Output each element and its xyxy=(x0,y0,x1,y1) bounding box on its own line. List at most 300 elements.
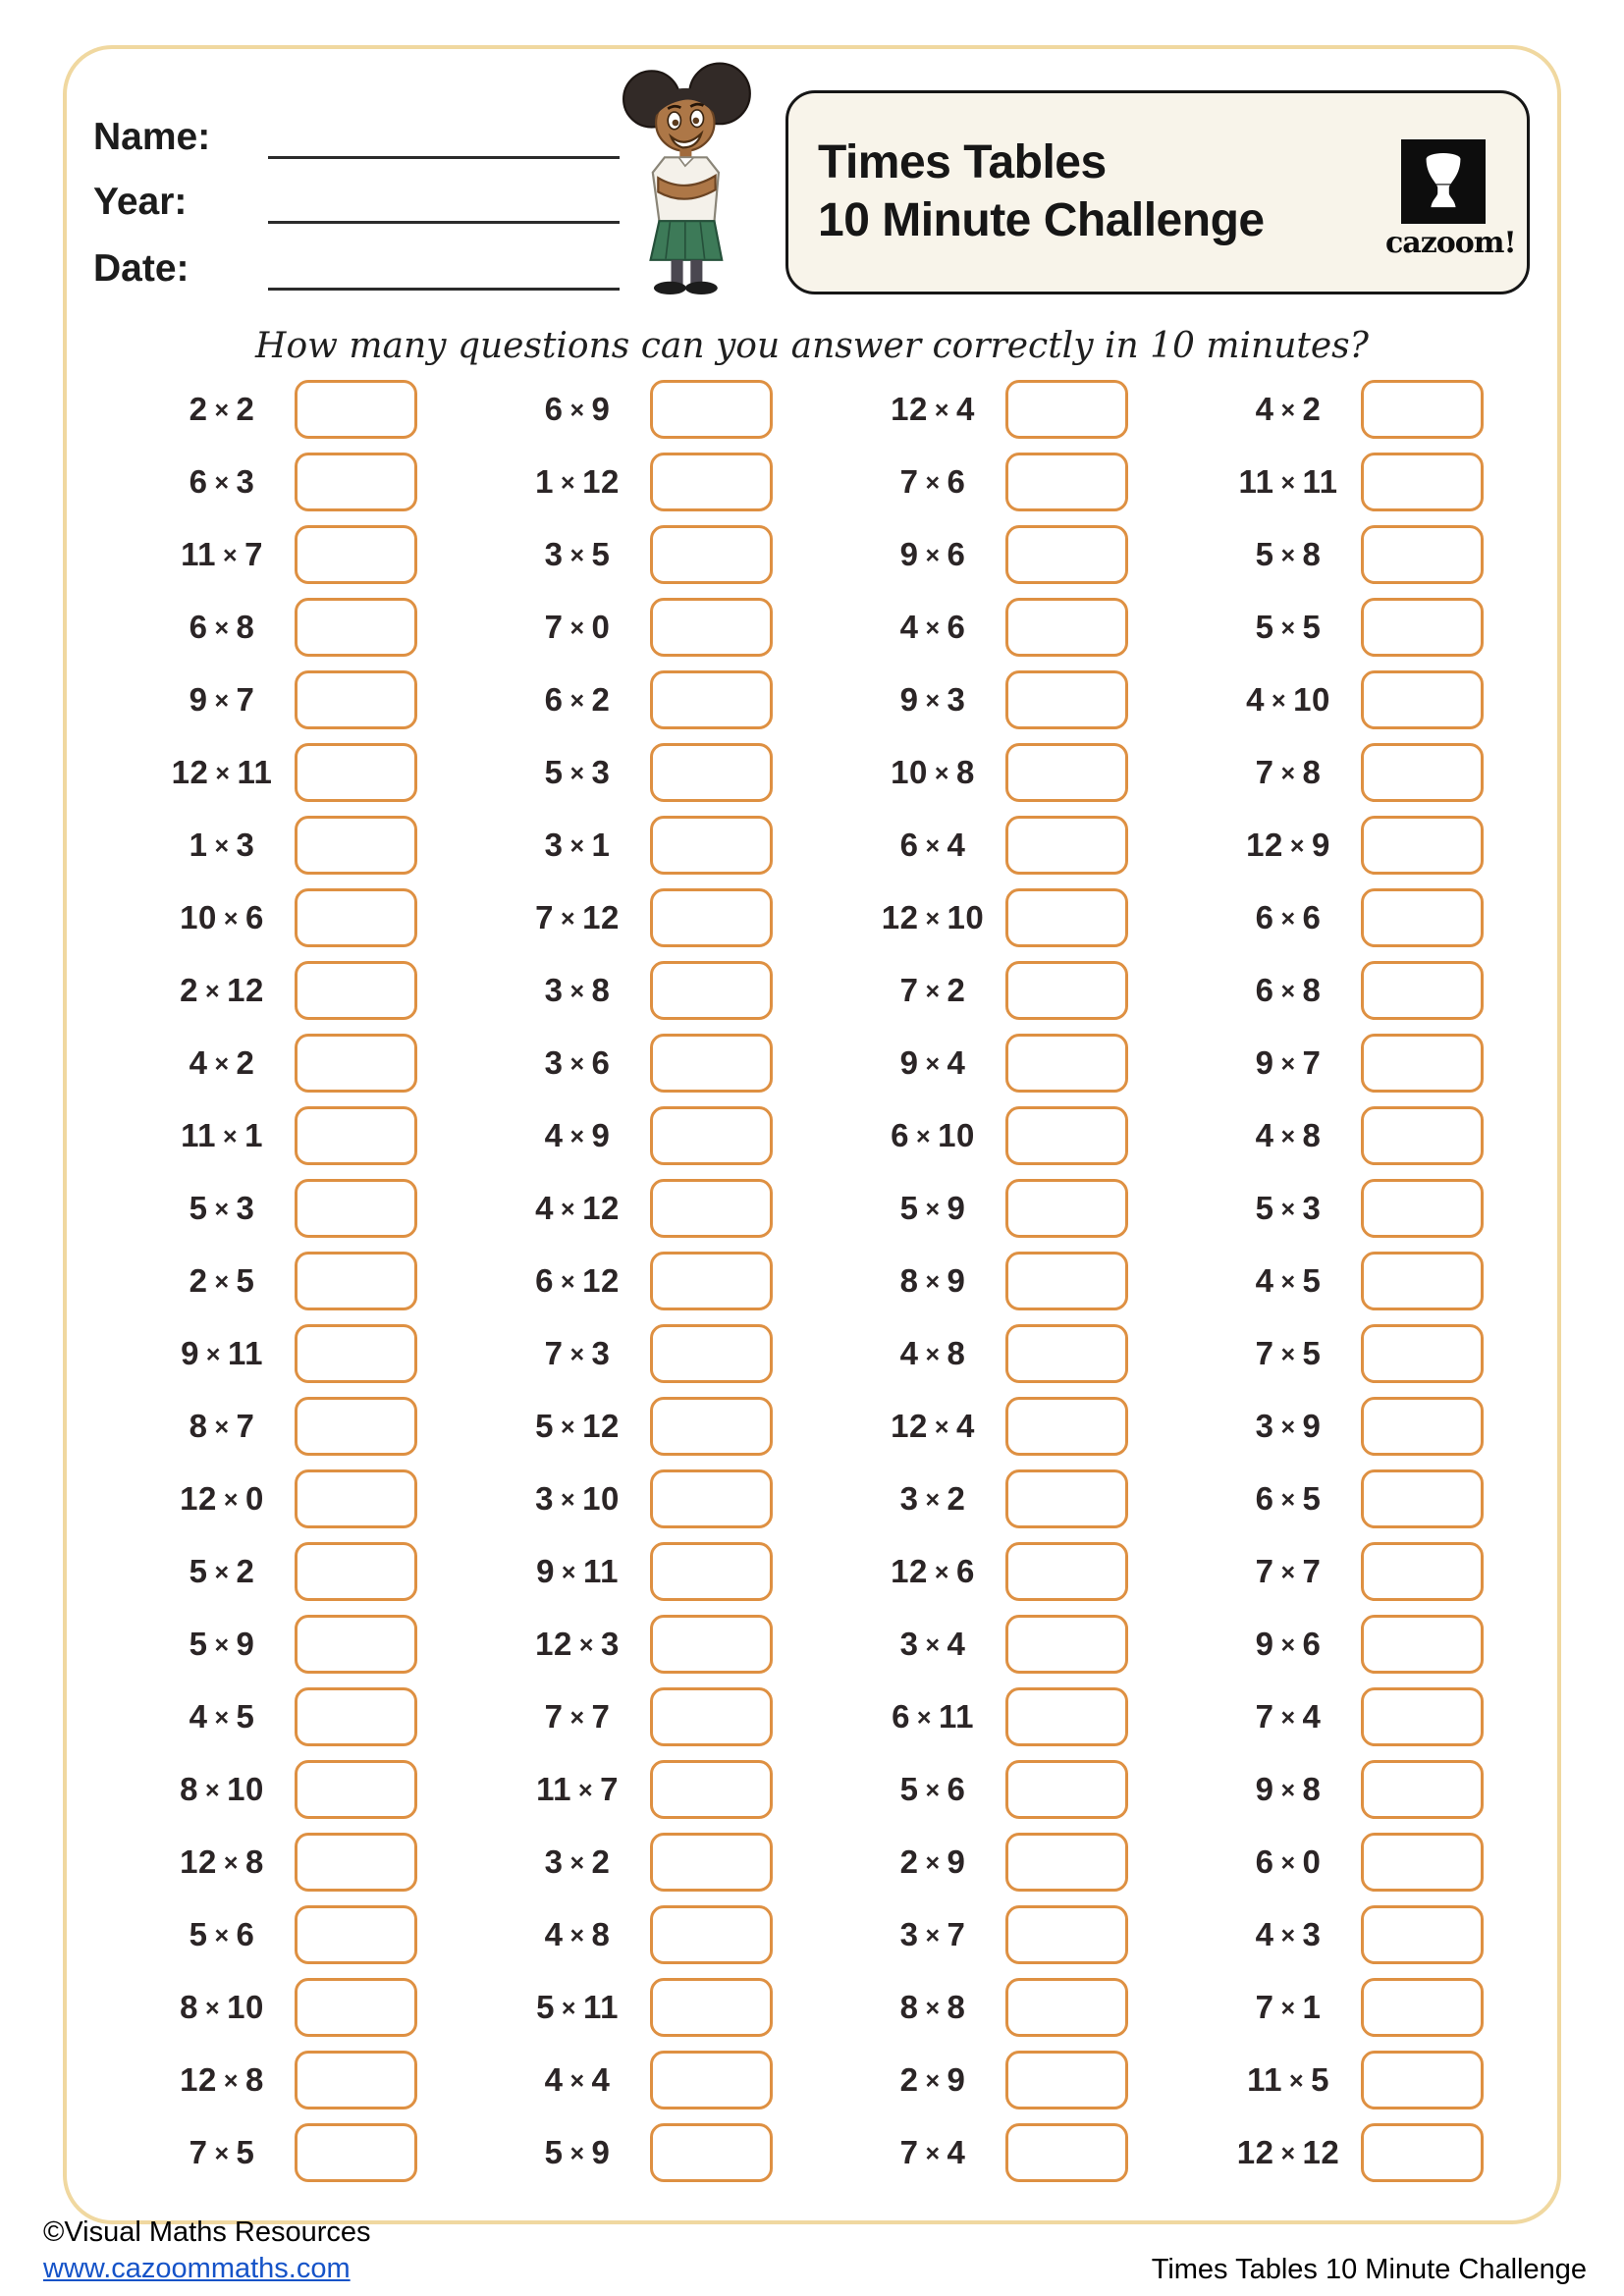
answer-box[interactable] xyxy=(1361,1978,1484,2037)
answer-box[interactable] xyxy=(1005,1469,1128,1528)
question-text: 10 × 6 xyxy=(180,899,264,935)
multiply-sign: × xyxy=(215,760,231,787)
multiply-sign: × xyxy=(561,1486,576,1514)
question-row xyxy=(505,1027,860,1099)
question-row xyxy=(505,1463,860,1535)
answer-box[interactable] xyxy=(295,1905,417,1964)
question-row xyxy=(1216,2116,1571,2189)
answer-box[interactable] xyxy=(650,2051,773,2109)
question-text: 4 × 5 xyxy=(1255,1262,1322,1299)
question-text: 7 × 12 xyxy=(535,899,620,935)
multiply-sign: × xyxy=(214,1414,230,1441)
question-text: 9 × 11 xyxy=(181,1335,263,1371)
answer-box[interactable] xyxy=(295,525,417,584)
answer-box[interactable] xyxy=(1005,1905,1128,1964)
answer-box[interactable] xyxy=(650,670,773,729)
copyright-text: ©Visual Maths Resources xyxy=(43,2216,371,2248)
year-input-line[interactable] xyxy=(268,180,620,224)
answer-box[interactable] xyxy=(1361,1324,1484,1383)
answer-box[interactable] xyxy=(295,670,417,729)
answer-box[interactable] xyxy=(1361,1252,1484,1310)
question-row xyxy=(505,1753,860,1826)
question-row xyxy=(149,1027,505,1099)
answer-box[interactable] xyxy=(1005,525,1128,584)
question-text: 11 × 1 xyxy=(181,1117,263,1153)
question-row xyxy=(149,1971,505,2044)
name-label: Name: xyxy=(93,116,211,159)
question-row xyxy=(1216,881,1571,954)
answer-box[interactable] xyxy=(650,1179,773,1238)
answer-box[interactable] xyxy=(295,961,417,1020)
multiply-sign: × xyxy=(1280,397,1296,424)
answer-box[interactable] xyxy=(650,1615,773,1674)
question-text: 5 × 12 xyxy=(535,1408,620,1444)
multiply-sign: × xyxy=(223,905,239,933)
question-row xyxy=(505,1245,860,1317)
question-text: 5 × 9 xyxy=(899,1190,966,1226)
multiply-sign: × xyxy=(223,1849,239,1877)
name-input-line[interactable] xyxy=(268,115,620,159)
question-text: 3 × 2 xyxy=(544,1843,611,1880)
drum-icon xyxy=(1401,139,1486,224)
question-row xyxy=(505,1099,860,1172)
multiply-sign: × xyxy=(561,1995,577,2022)
answer-box[interactable] xyxy=(1005,1324,1128,1383)
question-row xyxy=(860,1608,1216,1681)
question-row xyxy=(1216,954,1571,1027)
question-text: 8 × 7 xyxy=(189,1408,255,1444)
answer-box[interactable] xyxy=(1005,816,1128,875)
question-text: 8 × 10 xyxy=(180,1989,264,2025)
question-row xyxy=(149,373,505,446)
multiply-sign: × xyxy=(561,1196,576,1223)
question-row xyxy=(149,736,505,809)
question-text: 6 × 11 xyxy=(892,1698,974,1735)
question-text: 12 × 11 xyxy=(171,754,273,790)
multiply-sign: × xyxy=(569,1123,585,1150)
question-row xyxy=(505,1608,860,1681)
question-row xyxy=(860,1971,1216,2044)
question-text: 7 × 5 xyxy=(189,2134,255,2170)
question-text: 7 × 3 xyxy=(544,1335,611,1371)
question-text: 9 × 3 xyxy=(899,681,966,718)
multiply-sign: × xyxy=(934,760,949,787)
answer-box[interactable] xyxy=(650,1978,773,2037)
answer-box[interactable] xyxy=(1005,888,1128,947)
answer-box[interactable] xyxy=(1005,1179,1128,1238)
question-text: 7 × 2 xyxy=(899,972,966,1008)
question-row xyxy=(860,809,1216,881)
answer-box[interactable] xyxy=(1005,380,1128,439)
question-text: 7 × 4 xyxy=(899,2134,966,2170)
answer-box[interactable] xyxy=(1005,598,1128,657)
answer-box[interactable] xyxy=(650,1905,773,1964)
question-text: 5 × 6 xyxy=(899,1771,966,1807)
question-text: 4 × 8 xyxy=(544,1916,611,1952)
answer-box[interactable] xyxy=(295,1760,417,1819)
title-box xyxy=(785,90,1530,294)
answer-box[interactable] xyxy=(1005,670,1128,729)
question-row xyxy=(1216,809,1571,881)
answer-box[interactable] xyxy=(1005,453,1128,511)
question-row xyxy=(505,1535,860,1608)
answer-box[interactable] xyxy=(295,2123,417,2182)
answer-box[interactable] xyxy=(650,816,773,875)
multiply-sign: × xyxy=(1280,614,1296,642)
answer-box[interactable] xyxy=(1005,961,1128,1020)
question-row xyxy=(1216,1317,1571,1390)
question-row xyxy=(505,809,860,881)
answer-box[interactable] xyxy=(1005,1760,1128,1819)
multiply-sign: × xyxy=(569,1849,585,1877)
question-row xyxy=(149,1681,505,1753)
answer-box[interactable] xyxy=(295,1542,417,1601)
date-input-line[interactable] xyxy=(268,246,620,291)
question-row xyxy=(1216,736,1571,809)
answer-box[interactable] xyxy=(1361,1034,1484,1093)
question-row xyxy=(860,518,1216,591)
question-row xyxy=(149,881,505,954)
question-row xyxy=(505,1172,860,1245)
answer-box[interactable] xyxy=(1005,2123,1128,2182)
question-text: 2 × 9 xyxy=(899,1843,966,1880)
question-row xyxy=(1216,1245,1571,1317)
answer-box[interactable] xyxy=(650,888,773,947)
answer-box[interactable] xyxy=(1361,1615,1484,1674)
question-text: 8 × 8 xyxy=(899,1989,966,2025)
answer-box[interactable] xyxy=(650,743,773,802)
question-text: 12 × 8 xyxy=(180,2061,264,2098)
multiply-sign: × xyxy=(578,1631,594,1659)
answer-box[interactable] xyxy=(1361,1760,1484,1819)
multiply-sign: × xyxy=(214,397,230,424)
question-row xyxy=(1216,664,1571,736)
question-text: 7 × 1 xyxy=(1255,1989,1322,2025)
question-row xyxy=(149,664,505,736)
question-text: 1 × 12 xyxy=(535,463,620,500)
question-text: 7 × 7 xyxy=(1255,1553,1322,1589)
answer-box[interactable] xyxy=(1361,1469,1484,1528)
question-text: 3 × 7 xyxy=(899,1916,966,1952)
multiply-sign: × xyxy=(214,614,230,642)
answer-box[interactable] xyxy=(295,1978,417,2037)
answer-box[interactable] xyxy=(1361,1687,1484,1746)
answer-box[interactable] xyxy=(295,1252,417,1310)
answer-box[interactable] xyxy=(295,1833,417,1892)
answer-box[interactable] xyxy=(295,1106,417,1165)
answer-box[interactable] xyxy=(295,1469,417,1528)
question-row xyxy=(860,446,1216,518)
multiply-sign: × xyxy=(205,1995,221,2022)
question-row xyxy=(1216,446,1571,518)
question-row xyxy=(1216,1463,1571,1535)
answer-box[interactable] xyxy=(1005,1978,1128,2037)
question-text: 3 × 10 xyxy=(535,1480,620,1517)
multiply-sign: × xyxy=(1280,760,1296,787)
answer-box[interactable] xyxy=(1361,816,1484,875)
multiply-sign: × xyxy=(214,687,230,715)
question-row xyxy=(1216,1172,1571,1245)
answer-box[interactable] xyxy=(295,1034,417,1093)
answer-box[interactable] xyxy=(1361,2123,1484,2182)
answer-box[interactable] xyxy=(650,1252,773,1310)
answer-box[interactable] xyxy=(1361,1542,1484,1601)
answer-box[interactable] xyxy=(295,1615,417,1674)
question-text: 9 × 7 xyxy=(189,681,255,718)
answer-box[interactable] xyxy=(650,1542,773,1601)
question-text: 4 × 8 xyxy=(1255,1117,1322,1153)
answer-box[interactable] xyxy=(1361,2051,1484,2109)
question-text: 6 × 10 xyxy=(891,1117,975,1153)
multiply-sign: × xyxy=(569,978,585,1005)
question-row xyxy=(505,954,860,1027)
multiply-sign: × xyxy=(214,1196,230,1223)
question-row xyxy=(149,1172,505,1245)
girl-illustration xyxy=(623,57,752,299)
multiply-sign: × xyxy=(925,1631,941,1659)
question-text: 9 × 6 xyxy=(1255,1626,1322,1662)
answer-box[interactable] xyxy=(650,1034,773,1093)
multiply-sign: × xyxy=(925,1486,941,1514)
multiply-sign: × xyxy=(925,614,941,642)
question-text: 6 × 12 xyxy=(535,1262,620,1299)
answer-box[interactable] xyxy=(1005,1106,1128,1165)
multiply-sign: × xyxy=(1280,1268,1296,1296)
question-text: 4 × 2 xyxy=(1255,391,1322,427)
multiply-sign: × xyxy=(569,1341,585,1368)
answer-box[interactable] xyxy=(1005,1252,1128,1310)
answer-box[interactable] xyxy=(650,1397,773,1456)
footer-title: Times Tables 10 Minute Challenge xyxy=(1151,2254,1587,2285)
question-text: 4 × 10 xyxy=(1246,681,1330,718)
question-text: 5 × 3 xyxy=(189,1190,255,1226)
question-text: 5 × 11 xyxy=(536,1989,619,2025)
multiply-sign: × xyxy=(925,1777,941,1804)
multiply-sign: × xyxy=(1272,687,1287,715)
question-text: 4 × 4 xyxy=(544,2061,611,2098)
question-text: 2 × 5 xyxy=(189,1262,255,1299)
question-row xyxy=(860,2116,1216,2189)
question-row xyxy=(149,1608,505,1681)
question-text: 5 × 9 xyxy=(544,2134,611,2170)
answer-box[interactable] xyxy=(650,2123,773,2182)
multiply-sign: × xyxy=(1289,832,1305,860)
answer-box[interactable] xyxy=(295,1687,417,1746)
answer-box[interactable] xyxy=(1361,1106,1484,1165)
question-row xyxy=(860,1753,1216,1826)
answer-box[interactable] xyxy=(1005,1397,1128,1456)
question-row xyxy=(505,736,860,809)
answer-box[interactable] xyxy=(295,380,417,439)
multiply-sign: × xyxy=(925,1849,941,1877)
question-text: 4 × 5 xyxy=(189,1698,255,1735)
multiply-sign: × xyxy=(925,1196,941,1223)
question-row xyxy=(860,591,1216,664)
answer-box[interactable] xyxy=(1361,1397,1484,1456)
answer-box[interactable] xyxy=(650,1324,773,1383)
multiply-sign: × xyxy=(561,1414,576,1441)
question-row xyxy=(860,1898,1216,1971)
multiply-sign: × xyxy=(925,1268,941,1296)
question-row xyxy=(505,2116,860,2189)
question-row xyxy=(505,2044,860,2116)
answer-box[interactable] xyxy=(650,525,773,584)
question-row xyxy=(505,664,860,736)
multiply-sign: × xyxy=(214,469,230,497)
answer-box[interactable] xyxy=(1361,525,1484,584)
cazoom-logo xyxy=(1385,139,1516,260)
question-row xyxy=(149,518,505,591)
answer-box[interactable] xyxy=(650,1833,773,1892)
question-text: 11 × 5 xyxy=(1247,2061,1329,2098)
answer-box[interactable] xyxy=(650,961,773,1020)
question-text: 7 × 5 xyxy=(1255,1335,1322,1371)
answer-box[interactable] xyxy=(295,888,417,947)
question-text: 3 × 8 xyxy=(544,972,611,1008)
multiply-sign: × xyxy=(1280,1995,1296,2022)
answer-box[interactable] xyxy=(295,1397,417,1456)
answer-box[interactable] xyxy=(650,598,773,657)
question-row xyxy=(860,664,1216,736)
multiply-sign: × xyxy=(1280,1704,1296,1732)
question-text: 6 × 8 xyxy=(1255,972,1322,1008)
question-row xyxy=(149,954,505,1027)
answer-box[interactable] xyxy=(1005,2051,1128,2109)
question-text: 6 × 8 xyxy=(189,609,255,645)
question-row xyxy=(1216,1608,1571,1681)
multiply-sign: × xyxy=(925,687,941,715)
worksheet-title-line1: Times Tables xyxy=(818,136,1107,189)
answer-box[interactable] xyxy=(295,2051,417,2109)
multiply-sign: × xyxy=(1280,1123,1296,1150)
answer-box[interactable] xyxy=(650,380,773,439)
question-text: 5 × 3 xyxy=(1255,1190,1322,1226)
answer-box[interactable] xyxy=(1361,670,1484,729)
answer-box[interactable] xyxy=(295,1179,417,1238)
multiply-sign: × xyxy=(222,1123,239,1150)
question-row xyxy=(860,736,1216,809)
answer-box[interactable] xyxy=(650,453,773,511)
multiply-sign: × xyxy=(223,1486,239,1514)
question-row xyxy=(505,1971,860,2044)
question-text: 12 × 4 xyxy=(891,391,975,427)
multiply-sign: × xyxy=(561,469,576,497)
answer-box[interactable] xyxy=(1361,961,1484,1020)
multiply-sign: × xyxy=(569,1922,585,1949)
question-row xyxy=(505,1826,860,1898)
question-text: 5 × 6 xyxy=(189,1916,255,1952)
answer-box[interactable] xyxy=(1361,1179,1484,1238)
website-link[interactable]: www.cazoommaths.com xyxy=(43,2253,351,2284)
answer-box[interactable] xyxy=(1005,1034,1128,1093)
question-text: 9 × 7 xyxy=(1255,1044,1322,1081)
question-row xyxy=(149,1099,505,1172)
question-row xyxy=(1216,1535,1571,1608)
answer-box[interactable] xyxy=(1361,598,1484,657)
question-row xyxy=(860,1826,1216,1898)
answer-box[interactable] xyxy=(1361,1905,1484,1964)
multiply-sign: × xyxy=(1280,905,1296,933)
question-row xyxy=(149,591,505,664)
multiply-sign: × xyxy=(934,397,949,424)
question-text: 3 × 4 xyxy=(899,1626,966,1662)
multiply-sign: × xyxy=(561,1268,576,1296)
answer-box[interactable] xyxy=(1361,1833,1484,1892)
answer-box[interactable] xyxy=(1361,888,1484,947)
worksheet-title-line2: 10 Minute Challenge xyxy=(818,194,1265,246)
question-text: 7 × 4 xyxy=(1255,1698,1322,1735)
question-row xyxy=(860,1390,1216,1463)
question-row xyxy=(1216,1027,1571,1099)
question-row xyxy=(149,1390,505,1463)
multiply-sign: × xyxy=(1280,1631,1296,1659)
multiply-sign: × xyxy=(214,1704,230,1732)
question-row xyxy=(149,1463,505,1535)
answer-box[interactable] xyxy=(295,743,417,802)
question-text: 4 × 12 xyxy=(535,1190,620,1226)
multiply-sign: × xyxy=(934,1414,949,1441)
multiply-sign: × xyxy=(569,1704,585,1732)
multiply-sign: × xyxy=(214,1050,230,1078)
question-row xyxy=(149,1826,505,1898)
answer-box[interactable] xyxy=(1361,743,1484,802)
answer-box[interactable] xyxy=(295,1324,417,1383)
question-row xyxy=(1216,591,1571,664)
multiply-sign: × xyxy=(1280,1196,1296,1223)
multiply-sign: × xyxy=(934,1559,949,1586)
multiply-sign: × xyxy=(916,1123,932,1150)
question-text: 3 × 9 xyxy=(1255,1408,1322,1444)
answer-box[interactable] xyxy=(650,1469,773,1528)
answer-box[interactable] xyxy=(1005,743,1128,802)
question-row xyxy=(505,373,860,446)
answer-box[interactable] xyxy=(1361,380,1484,439)
question-text: 12 × 3 xyxy=(535,1626,620,1662)
answer-box[interactable] xyxy=(295,598,417,657)
answer-box[interactable] xyxy=(1361,453,1484,511)
multiply-sign: × xyxy=(925,1341,941,1368)
question-text: 7 × 6 xyxy=(899,463,966,500)
questions-grid xyxy=(149,373,1571,2189)
question-text: 11 × 7 xyxy=(181,536,263,572)
answer-box[interactable] xyxy=(650,1687,773,1746)
answer-box[interactable] xyxy=(1005,1687,1128,1746)
answer-box[interactable] xyxy=(650,1106,773,1165)
answer-box[interactable] xyxy=(1005,1833,1128,1892)
question-text: 4 × 3 xyxy=(1255,1916,1322,1952)
multiply-sign: × xyxy=(925,832,941,860)
answer-box[interactable] xyxy=(650,1760,773,1819)
answer-box[interactable] xyxy=(1005,1542,1128,1601)
multiply-sign: × xyxy=(925,905,941,933)
question-row xyxy=(860,1535,1216,1608)
multiply-sign: × xyxy=(925,2140,941,2167)
answer-box[interactable] xyxy=(1005,1615,1128,1674)
answer-box[interactable] xyxy=(295,816,417,875)
question-text: 12 × 4 xyxy=(891,1408,975,1444)
question-text: 6 × 5 xyxy=(1255,1480,1322,1517)
question-text: 5 × 9 xyxy=(189,1626,255,1662)
multiply-sign: × xyxy=(925,978,941,1005)
question-row xyxy=(860,373,1216,446)
answer-box[interactable] xyxy=(295,453,417,511)
question-text: 6 × 4 xyxy=(899,827,966,863)
question-row xyxy=(860,2044,1216,2116)
multiply-sign: × xyxy=(1280,542,1296,569)
question-row xyxy=(149,2116,505,2189)
question-row xyxy=(1216,1753,1571,1826)
question-text: 9 × 4 xyxy=(899,1044,966,1081)
